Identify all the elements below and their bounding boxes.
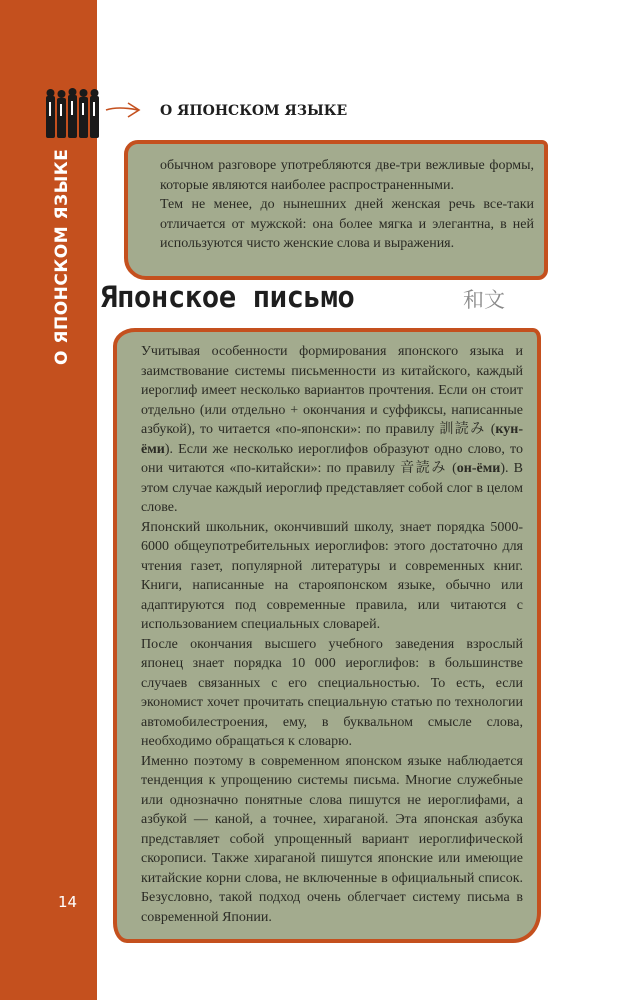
paragraph: Учитывая особенности формирования японского языка и заимствование системы письменности из китайского, каждый иероглиф имеет несколько вариантов прочтения. Если он стоит отдельно (или отдельно + окончания и суффиксы, написанные азбукой), то читается «по-японски»: по правилу 訓読み (кун-ёми). Если же несколько иероглифов образуют одно слово, то они читаются «по-китайски»: по правилу 音読み (он-ёми). В этом случае каждый иероглиф представляет собой слог в целом слове. <box>141 344 524 515</box>
sidebar-title: О ЯПОНСКОМ ЯЗЫКЕ <box>52 148 72 365</box>
sidebar <box>0 0 97 1000</box>
content-column <box>100 140 550 943</box>
section-title: Японское письмо <box>100 280 355 314</box>
on-term: он-ёми <box>456 461 501 476</box>
on-kanji: 音読み <box>400 461 447 476</box>
kun-term: кун-ёми <box>141 422 524 457</box>
kun-kanji: 訓読み <box>439 422 486 437</box>
section-kanji: 和文 <box>463 288 505 312</box>
main-text-box <box>113 328 541 943</box>
people-illustration-icon <box>44 88 106 142</box>
paragraph: Японский школьник, окончивший школу, знает порядка 5000-6000 общеупотребительных иероглифов: этого достаточно для чтения газет, популярной литературы и современных книг. Книги, написанные на старояпонском языке, обычно или адаптируются под современные правила, или читаются с использованием специальных словарей. <box>141 519 523 632</box>
continued-text-box <box>124 140 548 280</box>
paragraph: обычном разговоре употребляются две-три вежливые формы, которые являются наиболее распространенными. <box>160 158 534 193</box>
paragraph: Тем не менее, до нынешних дней женская речь все-таки отличается от мужской: она более мягка и элегантна, в ней используются чисто женские слова и выражения. <box>160 197 534 251</box>
paragraph: После окончания высшего учебного заведения взрослый японец знает порядка 10 000 иероглифов: в большинстве случаев связанных с его специальностью. То есть, если экономист хочет прочитать специальную статью по технологии автомобилестроения, ему, в буквальном смысле слова, необходимо обращаться к словарю. <box>141 636 523 749</box>
arrow-icon <box>104 100 144 120</box>
running-head: О ЯПОНСКОМ ЯЗЫКЕ <box>160 103 348 119</box>
paragraph: Именно поэтому в современном японском языке наблюдается тенденция к упрощению системы письма. Многие служебные или однозначно понятные слова пишутся не иероглифами, а азбукой — каной, а точнее, хираганой. Эта японская азбука представляет собой упрощенный вариант иероглифической скорописи. Также хираганой пишутся японские или имеющие китайские корни слова, не включенные в официальный список. Безусловно, такой подход очень облегчает систему письма в современной Японии. <box>141 753 523 925</box>
page-number: 14 <box>58 893 78 911</box>
section-heading-row <box>100 280 550 328</box>
